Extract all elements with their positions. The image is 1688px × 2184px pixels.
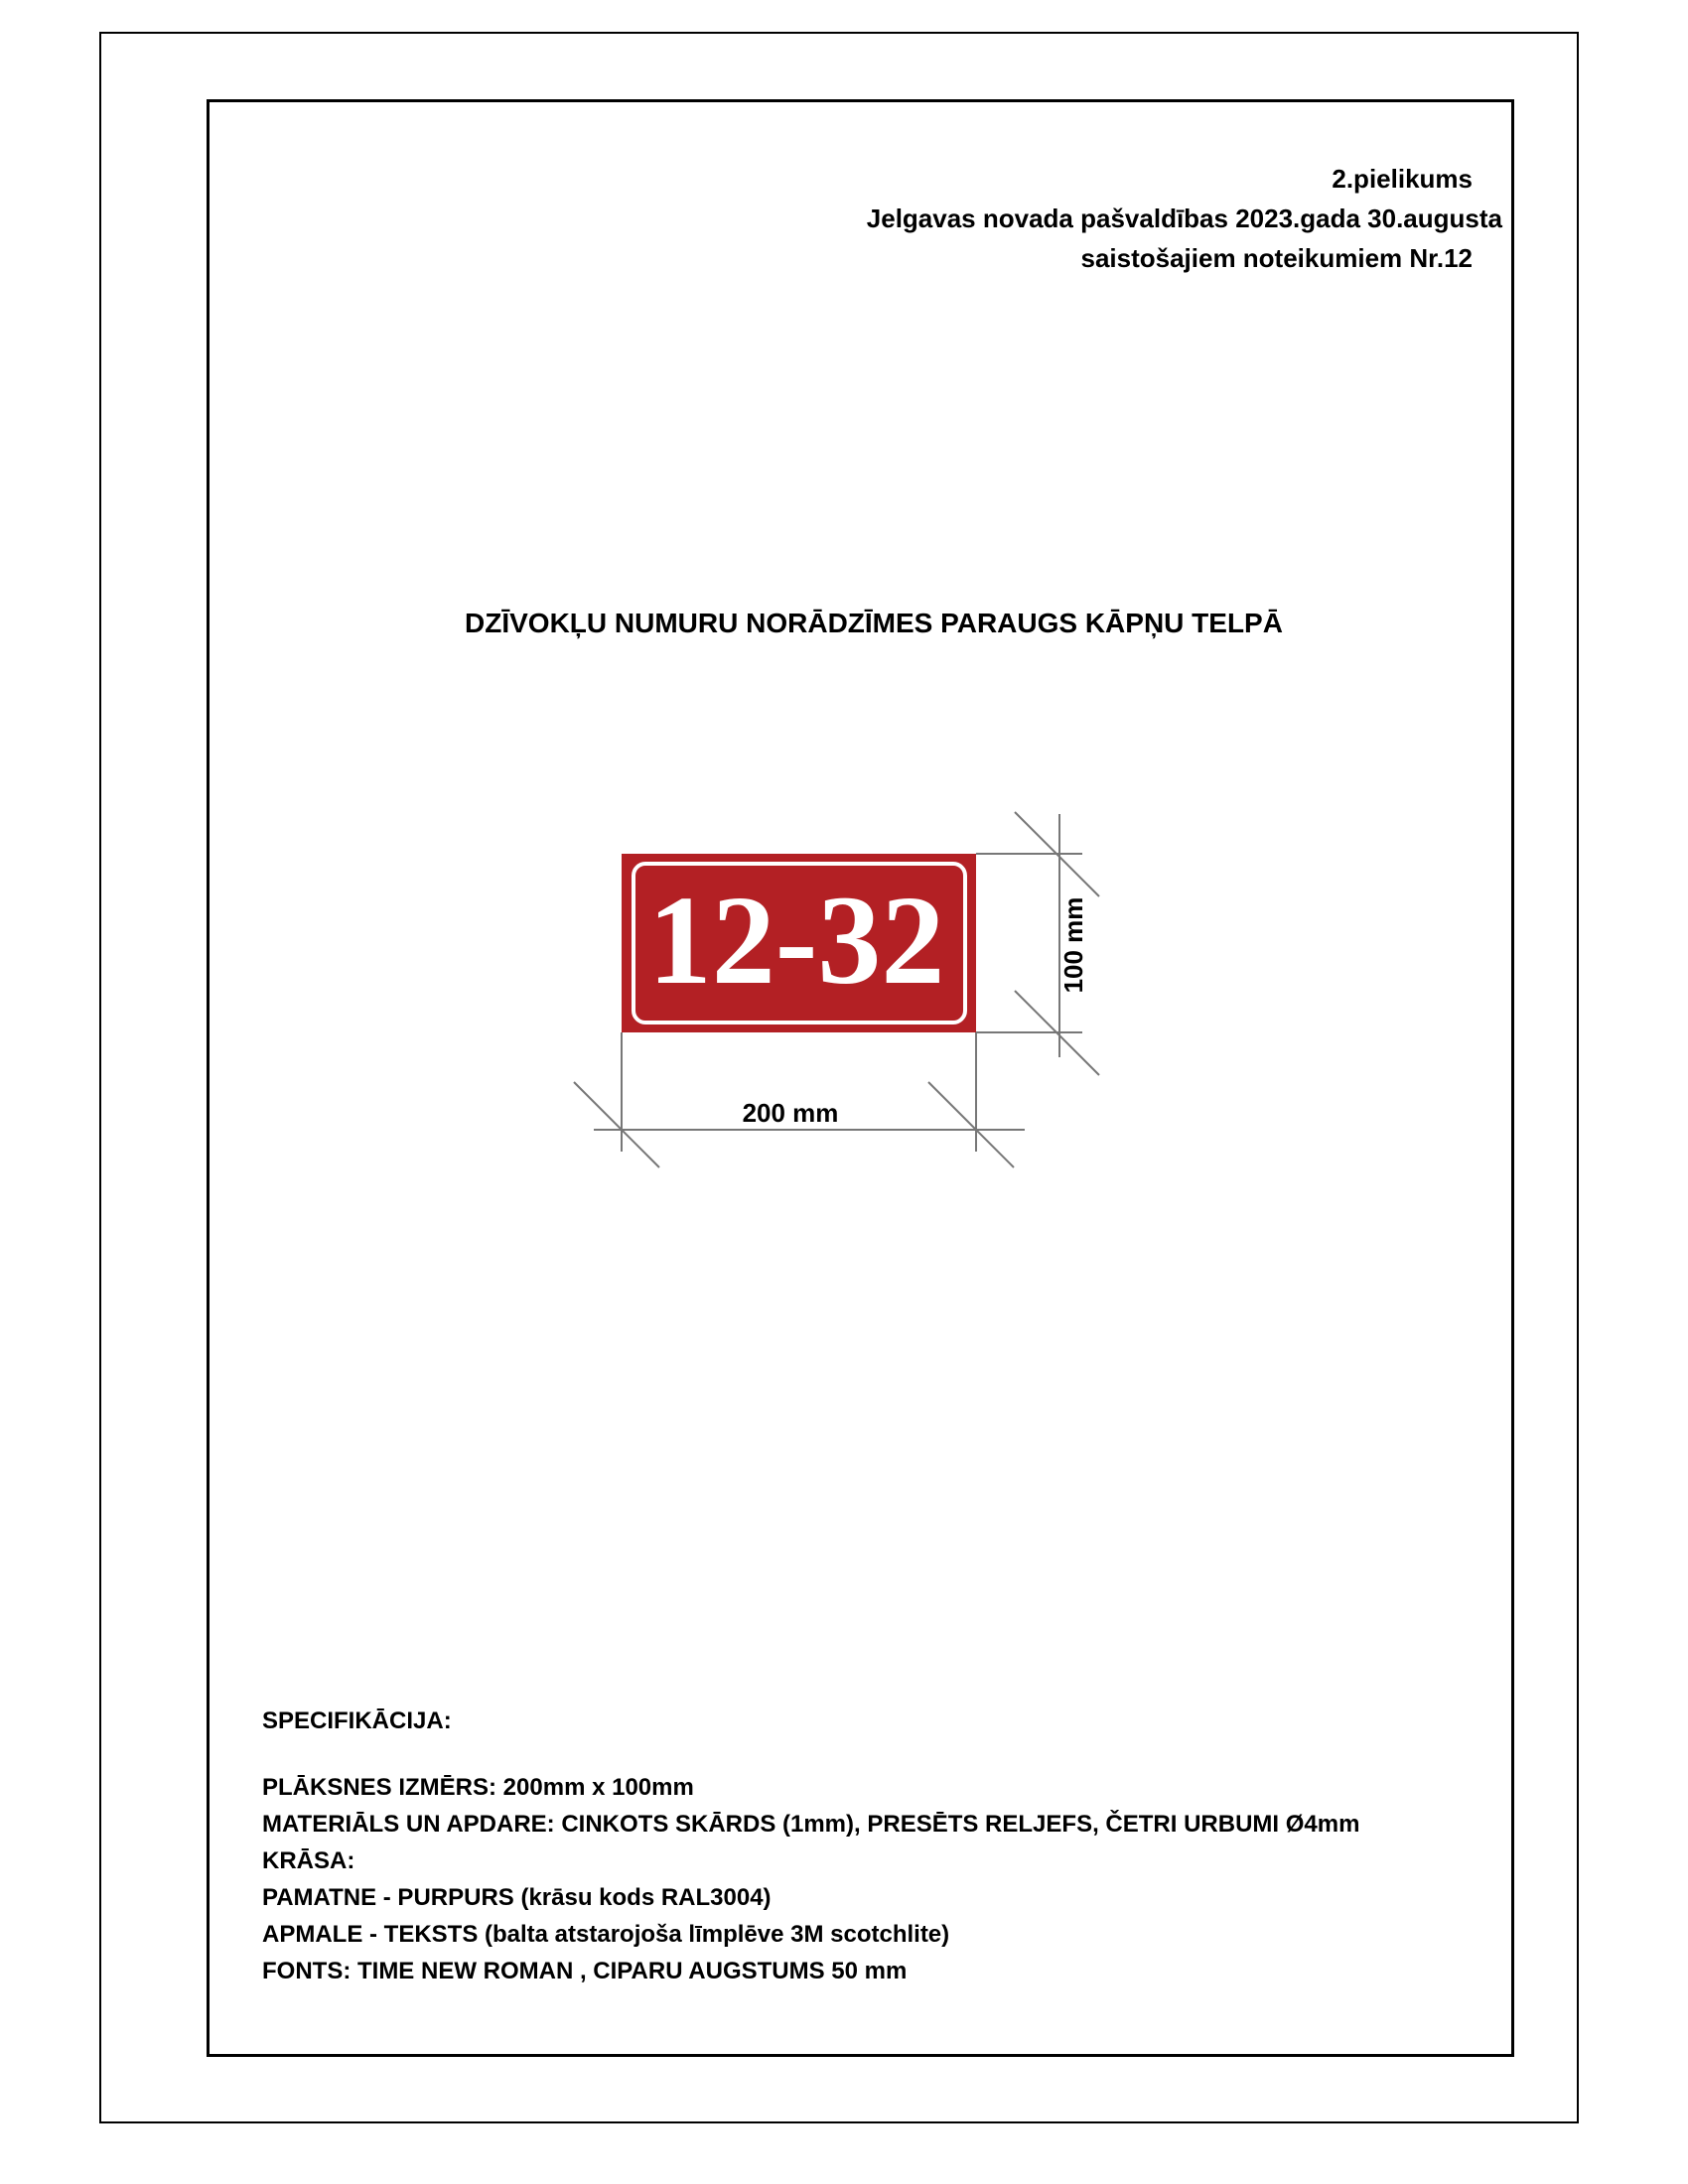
appendix-issuer: Jelgavas novada pašvaldības 2023.gada 30.augusta xyxy=(866,204,1502,233)
appendix-regulation: saistošajiem noteikumiem Nr.12 xyxy=(1080,243,1473,273)
spec-line-size: PLĀKSNES IZMĒRS: 200mm x 100mm xyxy=(262,1774,694,1801)
appendix-number: 2.pielikums xyxy=(1332,164,1473,194)
page-title: DZĪVOKĻU NUMURU NORĀDZĪMES PARAUGS KĀPŅU TELPĀ xyxy=(465,608,1283,638)
width-label: 200 mm xyxy=(742,1098,839,1128)
height-label: 100 mm xyxy=(1058,896,1088,994)
specification-title: SPECIFIKĀCIJA: xyxy=(262,1707,452,1734)
specification-block xyxy=(262,1707,1359,1989)
spec-line-base: PAMATNE - PURPURS (krāsu kods RAL3004) xyxy=(262,1884,772,1911)
plate-number: 12-32 xyxy=(647,870,945,1011)
spec-line-color: KRĀSA: xyxy=(262,1847,355,1874)
spec-line-border-text: APMALE - TEKSTS (balta atstarojoša līmplēve 3M scotchlite) xyxy=(262,1921,950,1948)
spec-line-font: FONTS: TIME NEW ROMAN , CIPARU AUGSTUMS 50 mm xyxy=(262,1958,908,1984)
spec-line-material: MATERIĀLS UN APDARE: CINKOTS SKĀRDS (1mm), PRESĒTS RELJEFS, ČETRI URBUMI Ø4mm xyxy=(262,1811,1360,1838)
